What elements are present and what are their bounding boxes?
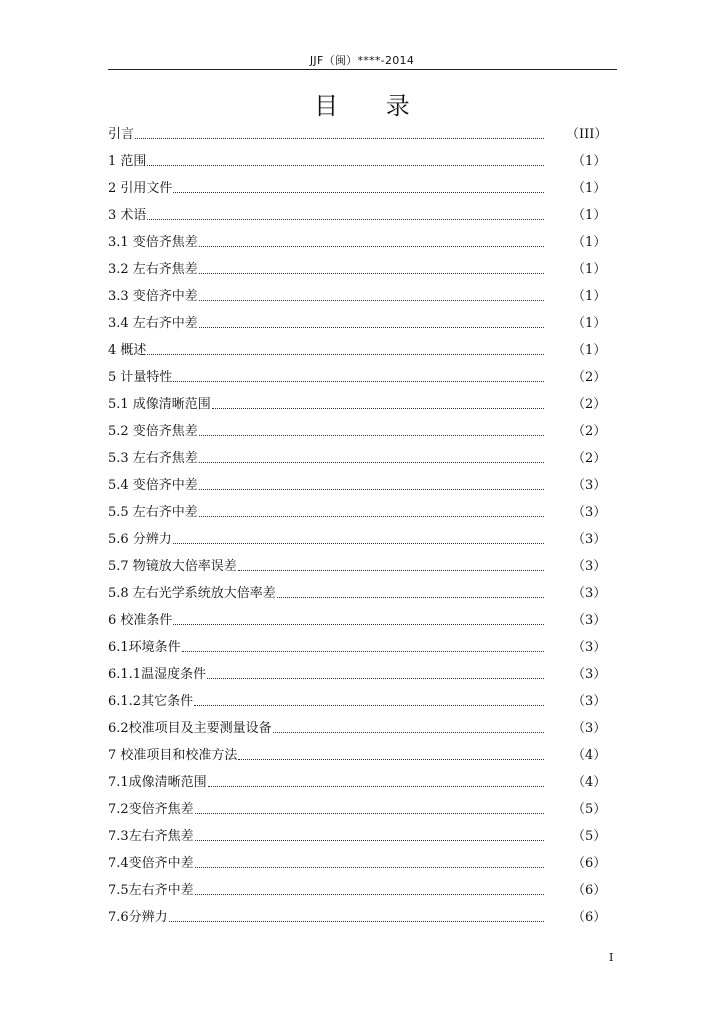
toc-entry[interactable]	[108, 850, 607, 877]
toc-entry-label: 6 校准条件	[108, 613, 173, 628]
toc-dot-leader	[169, 921, 544, 922]
toc-dot-leader	[195, 813, 544, 814]
toc-entry-page: （4）	[572, 748, 607, 763]
toc-entry[interactable]	[108, 715, 607, 742]
toc-dot-leader	[135, 138, 544, 139]
toc-entry-label: 7 校准项目和校准方法	[108, 748, 238, 763]
toc-entry-page: （1）	[572, 235, 607, 250]
toc-entry-label: 7.4变倍齐中差	[108, 856, 194, 871]
toc-entry-page: （2）	[572, 424, 607, 439]
toc-entry-label: 4 概述	[108, 343, 147, 358]
toc-entry[interactable]	[108, 418, 607, 445]
toc-entry[interactable]	[108, 796, 607, 823]
toc-dot-leader	[173, 543, 544, 544]
toc-entry-label: 3.1 变倍齐焦差	[108, 235, 198, 250]
toc-entry[interactable]	[108, 553, 607, 580]
toc-dot-leader	[199, 462, 544, 463]
toc-entry-page: （3）	[572, 559, 607, 574]
toc-dot-leader	[199, 516, 544, 517]
toc-dot-leader	[212, 408, 544, 409]
toc-dot-leader	[199, 489, 544, 490]
toc-entry[interactable]	[108, 688, 607, 715]
toc-dot-leader	[207, 678, 544, 679]
toc-entry[interactable]	[108, 634, 607, 661]
toc-entry[interactable]	[108, 499, 607, 526]
table-of-contents	[108, 121, 608, 931]
toc-entry-page: （3）	[572, 721, 607, 736]
toc-entry-label: 5.4 变倍齐中差	[108, 478, 198, 493]
toc-entry[interactable]	[108, 391, 607, 418]
toc-entry-page: （3）	[572, 532, 607, 547]
toc-entry[interactable]	[108, 526, 607, 553]
toc-entry-page: （3）	[572, 640, 607, 655]
toc-entry-page: （1）	[572, 316, 607, 331]
toc-dot-leader	[199, 435, 544, 436]
toc-entry[interactable]	[108, 823, 607, 850]
toc-dot-leader	[238, 570, 544, 571]
toc-entry-label: 6.2校准项目及主要测量设备	[108, 721, 272, 736]
toc-entry-label: 7.5左右齐中差	[108, 883, 194, 898]
toc-entry-page: （6）	[572, 856, 607, 871]
toc-dot-leader	[277, 597, 544, 598]
toc-entry-page: （4）	[572, 775, 607, 790]
toc-dot-leader	[199, 300, 544, 301]
toc-entry-label: 7.6分辨力	[108, 910, 168, 925]
toc-dot-leader	[195, 840, 544, 841]
toc-entry[interactable]	[108, 229, 607, 256]
toc-dot-leader	[208, 786, 544, 787]
toc-entry-label: 3.2 左右齐焦差	[108, 262, 198, 277]
toc-entry-page: （3）	[572, 694, 607, 709]
header-rule	[108, 69, 617, 70]
toc-entry-label: 3.3 变倍齐中差	[108, 289, 198, 304]
toc-entry-label: 5.8 左右光学系统放大倍率差	[108, 586, 276, 601]
toc-entry-label: 5.5 左右齐中差	[108, 505, 198, 520]
toc-entry[interactable]	[108, 202, 607, 229]
toc-entry-label: 6.1环境条件	[108, 640, 181, 655]
toc-entry[interactable]	[108, 337, 607, 364]
toc-dot-leader	[194, 705, 544, 706]
toc-dot-leader	[199, 327, 544, 328]
toc-entry[interactable]	[108, 121, 608, 148]
toc-entry-label: 7.2变倍齐焦差	[108, 802, 194, 817]
toc-entry-page: （3）	[572, 613, 607, 628]
page-number: I	[609, 951, 614, 964]
toc-entry[interactable]	[108, 661, 607, 688]
toc-dot-leader	[238, 759, 544, 760]
toc-entry-page: （1）	[572, 289, 607, 304]
toc-entry[interactable]	[108, 769, 607, 796]
toc-entry[interactable]	[108, 256, 607, 283]
toc-entry-page: （3）	[572, 478, 607, 493]
toc-entry[interactable]	[108, 904, 607, 931]
toc-entry-page: （3）	[572, 505, 607, 520]
toc-entry-label: 5.1 成像清晰范围	[108, 397, 211, 412]
toc-entry[interactable]	[108, 607, 607, 634]
toc-entry-label: 2 引用文件	[108, 181, 173, 196]
toc-entry-label: 6.1.2其它条件	[108, 694, 194, 709]
toc-entry-page: （6）	[572, 910, 607, 925]
toc-entry-page: （5）	[572, 829, 607, 844]
toc-entry[interactable]	[108, 364, 607, 391]
toc-entry-page: （1）	[572, 262, 607, 277]
toc-entry[interactable]	[108, 310, 607, 337]
page-header: JJF（闽）****-2014	[309, 54, 415, 67]
toc-dot-leader	[182, 651, 544, 652]
toc-entry-page: （2）	[572, 397, 607, 412]
toc-entry[interactable]	[108, 877, 607, 904]
toc-entry-label: 7.3左右齐焦差	[108, 829, 194, 844]
toc-entry[interactable]	[108, 742, 607, 769]
toc-dot-leader	[195, 867, 544, 868]
toc-entry[interactable]	[108, 580, 607, 607]
toc-entry-label: 5.7 物镜放大倍率误差	[108, 559, 237, 574]
toc-entry-page: （3）	[572, 667, 607, 682]
toc-entry-label: 6.1.1温湿度条件	[108, 667, 207, 682]
toc-title: 目 录	[314, 92, 430, 120]
toc-entry-label: 5.3 左右齐焦差	[108, 451, 198, 466]
toc-entry[interactable]	[108, 148, 607, 175]
toc-dot-leader	[199, 246, 544, 247]
toc-entry-page: （III）	[566, 127, 608, 142]
toc-entry-label: 7.1成像清晰范围	[108, 775, 207, 790]
toc-entry[interactable]	[108, 283, 607, 310]
toc-dot-leader	[147, 354, 544, 355]
toc-entry-page: （2）	[572, 370, 607, 385]
toc-entry-page: （6）	[572, 883, 607, 898]
toc-entry-label: 引言	[108, 127, 135, 142]
toc-entry-label: 3.4 左右齐中差	[108, 316, 198, 331]
toc-entry-page: （2）	[572, 451, 607, 466]
toc-entry-page: （1）	[572, 343, 607, 358]
toc-entry-page: （1）	[572, 208, 607, 223]
toc-entry[interactable]	[108, 445, 607, 472]
toc-entry-page: （5）	[572, 802, 607, 817]
toc-entry-page: （1）	[572, 154, 607, 169]
toc-entry[interactable]	[108, 175, 607, 202]
toc-entry-label: 5 计量特性	[108, 370, 173, 385]
toc-dot-leader	[147, 219, 544, 220]
toc-entry-page: （1）	[572, 181, 607, 196]
toc-dot-leader	[199, 273, 544, 274]
toc-dot-leader	[273, 732, 544, 733]
toc-dot-leader	[173, 381, 544, 382]
toc-entry-label: 5.2 变倍齐焦差	[108, 424, 198, 439]
toc-entry[interactable]	[108, 472, 607, 499]
toc-entry-label: 1 范围	[108, 154, 147, 169]
toc-entry-label: 3 术语	[108, 208, 147, 223]
toc-dot-leader	[147, 165, 544, 166]
toc-dot-leader	[195, 894, 544, 895]
toc-dot-leader	[173, 192, 544, 193]
toc-dot-leader	[173, 624, 544, 625]
toc-entry-label: 5.6 分辨力	[108, 532, 172, 547]
toc-entry-page: （3）	[572, 586, 607, 601]
